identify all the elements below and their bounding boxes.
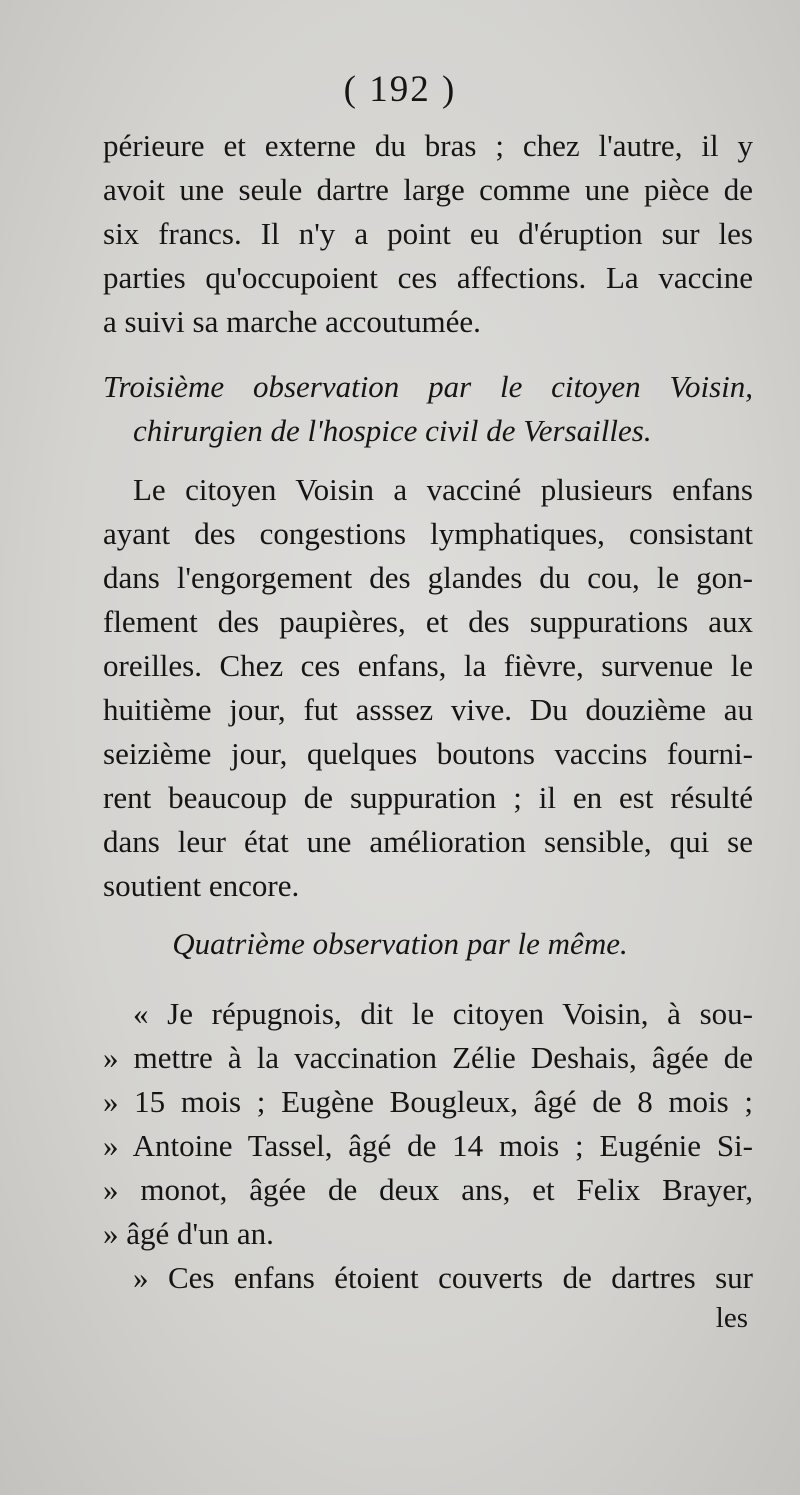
text-line: flement des paupières, et des suppurations aux xyxy=(103,604,753,639)
heading-line: chirurgien de l'hospice civil de Versailles. xyxy=(133,413,652,448)
text-line: » mettre à la vaccination Zélie Deshais, âgée de xyxy=(103,1040,753,1075)
text-line: huitième jour, fut asssez vive. Du douzième au xyxy=(103,692,753,727)
text-line: » monot, âgée de deux ans, et Felix Brayer, xyxy=(103,1172,753,1207)
text-line: » 15 mois ; Eugène Bougleux, âgé de 8 mois ; xyxy=(103,1084,753,1119)
text-line: avoit une seule dartre large comme une pièce de xyxy=(103,172,753,207)
text-line: » Ces enfans étoient couverts de dartres sur xyxy=(133,1260,753,1295)
text-line: ayant des congestions lymphatiques, consistant xyxy=(103,516,753,551)
text-line: six francs. Il n'y a point eu d'éruption sur les xyxy=(103,216,753,251)
text-line: dans leur état une amélioration sensible, qui se xyxy=(103,824,753,859)
text-line: Le citoyen Voisin a vacciné plusieurs enfans xyxy=(133,472,753,507)
text-line: oreilles. Chez ces enfans, la fièvre, survenue le xyxy=(103,648,753,683)
page-number: ( 192 ) xyxy=(343,69,457,110)
catchword: les xyxy=(715,1302,748,1334)
paragraph-next xyxy=(103,1256,753,1300)
paragraph-continuation xyxy=(103,124,753,344)
text-line: » Antoine Tassel, âgé de 14 mois ; Eugénie Si- xyxy=(103,1128,753,1163)
section-heading-fourth-observation: Quatrième observation par le même. xyxy=(172,926,628,961)
text-line: a suivi sa marche accoutumée. xyxy=(103,304,481,339)
text-line: « Je répugnois, dit le citoyen Voisin, à sou- xyxy=(133,996,753,1031)
text-line: » âgé d'un an. xyxy=(103,1216,274,1251)
section-heading-third-observation xyxy=(103,364,753,452)
text-line: parties qu'occupoient ces affections. La vaccine xyxy=(103,260,753,295)
text-line: soutient encore. xyxy=(103,868,300,903)
heading-line: Troisième observation par le citoyen Voisin, xyxy=(103,369,753,404)
text-line: dans l'engorgement des glandes du cou, le gon- xyxy=(103,560,753,595)
text-line: périeure et externe du bras ; chez l'autre, il y xyxy=(103,128,753,163)
text-line: rent beaucoup de suppuration ; il en est résulté xyxy=(103,780,753,815)
text-line: seizième jour, quelques boutons vaccins fourni- xyxy=(103,736,753,771)
paragraph-fourth-observation xyxy=(103,992,753,1256)
paragraph-third-observation xyxy=(103,468,753,908)
